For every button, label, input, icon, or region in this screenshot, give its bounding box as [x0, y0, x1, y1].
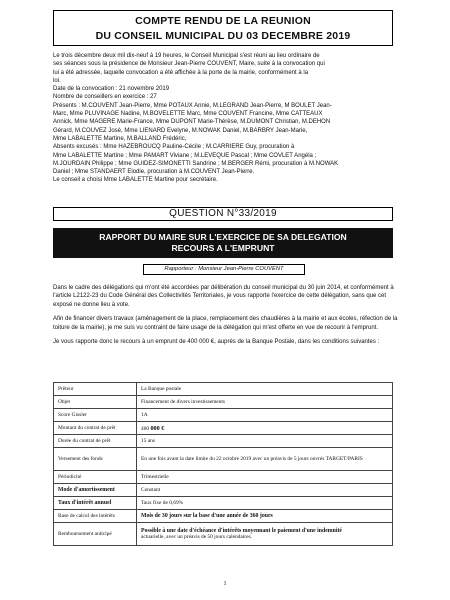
row-label: Score Gissler: [54, 409, 137, 422]
table-row: [54, 435, 393, 448]
row-value: Financement de divers investissements: [137, 396, 393, 409]
loan-conditions-table: [53, 382, 393, 546]
present-list: Présents : M.COUVENT Jean-Pierre, Mme POTAUX Annie, M.LEGRAND Jean-Pierre, M BOULET Jean-: [53, 102, 332, 109]
table-row: [54, 484, 393, 497]
convocation-date: Date de la convocation : 21 novembre 2019: [53, 86, 170, 93]
section-title-box: [53, 228, 393, 258]
absent-list: Mme LABALETTE Martine ; Mme PAMART Viviane ; M.LEVEQUE Pascal ; Mme COVLET Angéla ;: [53, 152, 317, 159]
row-value: Mois de 30 jours sur la base d'une année de 360 jours: [137, 510, 393, 523]
table-row: [54, 497, 393, 510]
absent-list: M.JOURDAIN Philippe ; Mme GUIDEZ-SIMONETTI Sandrine ; M.BERGER Rémi, procuration à M.NOWAK: [53, 160, 339, 167]
row-value: La Banque postale: [137, 383, 393, 396]
row-label: Taux d'intérêt annuel: [54, 497, 137, 510]
present-list: Gérard, M.COUVEZ José, Mme LIENARD Evelyne, M.NOWAK Daniel, M.BARBRY Jean-Marie,: [53, 127, 308, 134]
prepayment-notice: actuarielle, avec un préavis de 50 jours calendaires.: [141, 534, 252, 540]
row-label: Base de calcul des intérêts: [54, 510, 137, 523]
row-label: Mode d'amortissement: [54, 484, 137, 497]
row-value: En une fois avant la date limite du 22 octobre 2019 avec un préavis de 5 jours ouvrés TARGET/PARIS: [137, 448, 393, 471]
secretary-line: Le conseil a choisi Mme LABALETTE Martine pour secrétaire.: [53, 177, 218, 184]
table-row: [54, 523, 393, 546]
section-title-line1: RAPPORT DU MAIRE SUR L'EXERCICE DE SA DELEGATION: [99, 232, 347, 242]
intro-line: ses séances sous la présidence de Monsieur Jean-Pierre COUVENT, Maire, suite à la convocation qui: [53, 61, 325, 68]
present-list: Marc, Mme PLUVINAGE Nadine, M.BOVELETTE Marc, Mme COUVENT Francine, Mme CATTEAUX: [53, 111, 323, 118]
row-value: Taux fixe de 0,69%: [137, 497, 393, 510]
table-row: [54, 409, 393, 422]
row-value: [137, 523, 393, 546]
amount-suffix: 000 €: [150, 424, 165, 432]
intro-line: loi.: [53, 77, 61, 84]
intro-line: lui a été adressée, laquelle convocation a été affichée à la porte de la mairie, conformément à la: [53, 69, 309, 76]
row-label: Objet: [54, 396, 137, 409]
row-label: Montant du contrat de prêt: [54, 422, 137, 435]
present-list: Mme LABALETTE Martine, M.BALLAND Frédéric,: [53, 135, 187, 142]
question-number: QUESTION N°33/2019: [53, 207, 393, 221]
table-row: [54, 448, 393, 471]
row-label: Prêteur: [54, 383, 137, 396]
body-paragraph-1: Dans le cadre des délégations qui m'ont été accordées par délibération du conseil municipal du 30 juin 2014, et conformément à l'article L2122-23 du Code Général des Collectivités Territoriales, je vous rapporte l'exercice de cette délégation, sans que cet exposé ne donne lieu à vote.: [53, 285, 394, 308]
row-label: Périodicité: [54, 471, 137, 484]
body-paragraph-2: Afin de financer divers travaux (aménagement de la place, remplacement des chaudières à la mairie et aux écoles, réfection de la toiture de la mairie), je me suis vu contraint de faire usage de la délégation qui m'est offerte en vue de recourir à l'emprunt.: [53, 316, 398, 331]
present-list: Annick, Mme MAGERE Marie-France, Mme DUPONT Marie-Thérèse, M.DUMONT Christian, M.DEHON: [53, 119, 331, 126]
section-title-line2: RECOURS A L'EMPRUNT: [171, 243, 275, 253]
rapporteur-box: Rapporteur : Monsieur Jean-Pierre COUVENT: [143, 264, 305, 275]
amount-prefix: 400: [141, 425, 151, 432]
table-row: [54, 471, 393, 484]
page-number: 1: [223, 581, 227, 587]
councillor-count: Nombre de conseillers en exercice : 27: [53, 94, 157, 101]
absent-list: Daniel ; Mme STANDAERT Elodie, procuration à M.COUVENT Jean-Pierre.: [53, 169, 255, 176]
row-label: Durée du contrat de prêt: [54, 435, 137, 448]
row-value: Trimestrielle: [137, 471, 393, 484]
table-row: [54, 510, 393, 523]
row-value: Constant: [137, 484, 393, 497]
row-label: Versement des fonds: [54, 448, 137, 471]
absent-list: Absents excusés : Mme HAZEBROUCQ Pauline-Cécile ; M.CARRIERE Guy, procuration à: [53, 144, 295, 151]
row-label: Remboursement anticipé: [54, 523, 137, 546]
table-row: [54, 396, 393, 409]
row-value: 1A: [137, 409, 393, 422]
report-title-line2: DU CONSEIL MUNICIPAL DU 03 DECEMBRE 2019: [95, 30, 351, 42]
intro-line: Le trois décembre deux mil dix-neuf à 19 heures, le Conseil Municipal s'est réuni au lieu ordinaire de: [53, 53, 320, 59]
body-paragraph-3: Je vous rapporte donc le recours à un emprunt de 400 000 €, auprès de la Banque Postale, dans les conditions suivantes :: [53, 339, 380, 346]
meeting-intro: [53, 52, 398, 185]
report-title-box: [53, 10, 393, 46]
row-value: [137, 422, 393, 435]
table-row: [54, 422, 393, 435]
row-value: 15 ans: [137, 435, 393, 448]
report-body: [53, 284, 398, 352]
prepayment-condition: Possible à une date d'échéance d'intérêts moyennant le paiement d'une indemnité: [141, 528, 342, 534]
table-row: [54, 383, 393, 396]
report-title-line1: COMPTE RENDU DE LA REUNION: [135, 15, 311, 27]
